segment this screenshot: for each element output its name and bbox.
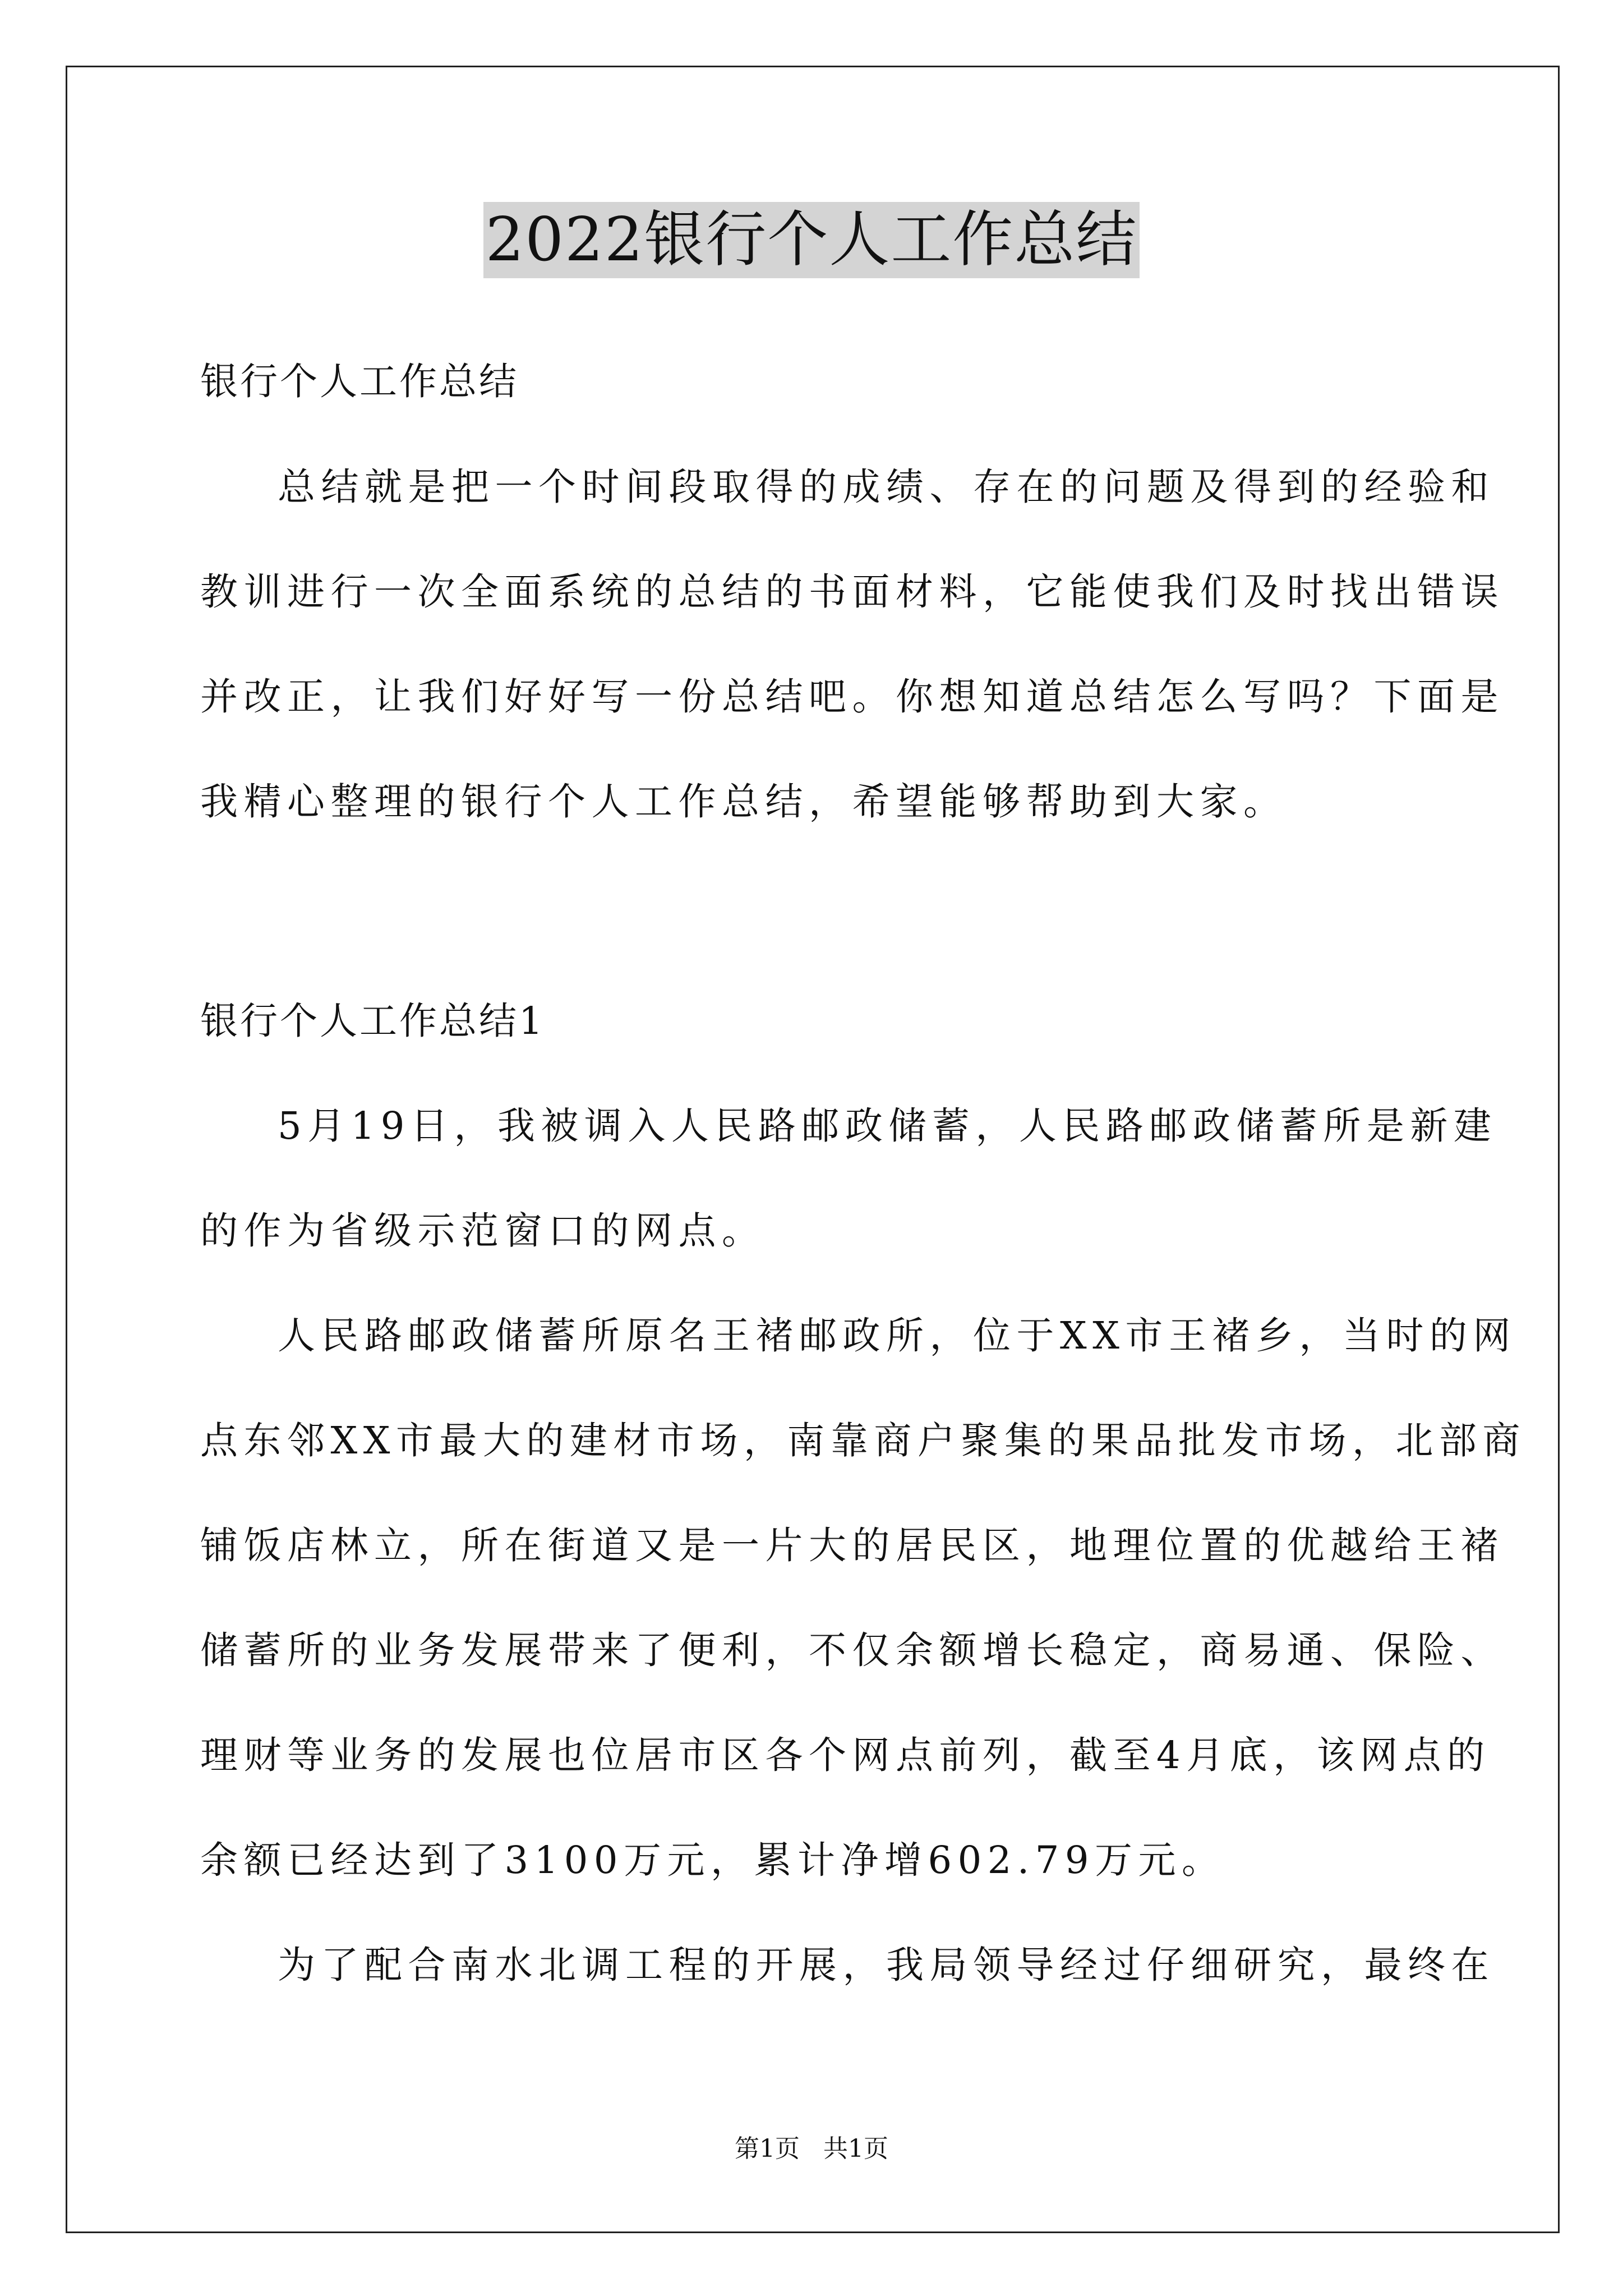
- paragraph-3-line: 为了配合南水北调工程的开展，我局领导经过仔细研究，最终在: [278, 1943, 1495, 1987]
- page-number-footer: 第1页 共1页: [735, 2134, 888, 2163]
- intro-heading: 银行个人工作总结: [200, 360, 519, 403]
- paragraph-2-line: 余额已经达到了3100万元，累计净增602.79万元。: [200, 1838, 1225, 1882]
- section-heading: 银行个人工作总结1: [200, 999, 545, 1043]
- paragraph-2-line: 理财等业务的发展也位居市区各个网点前列，截至4月底，该网点的: [200, 1733, 1491, 1777]
- paragraph-2-line: 人民路邮政储蓄所原名王褚邮政所，位于XX市王褚乡，当时的网: [278, 1314, 1516, 1358]
- paragraph-1-line: 5月19日，我被调入人民路邮政储蓄，人民路邮政储蓄所是新建: [278, 1104, 1497, 1148]
- paragraph-2-line: 储蓄所的业务发展带来了便利，不仅余额增长稳定，商易通、保险、: [200, 1628, 1504, 1672]
- paragraph-2-line: 铺饭店林立，所在街道又是一片大的居民区，地理位置的优越给王褚: [200, 1524, 1504, 1567]
- intro-paragraph-line: 总结就是把一个时间段取得的成绩、存在的问题及得到的经验和: [278, 465, 1495, 509]
- intro-paragraph-line: 我精心整理的银行个人工作总结，希望能够帮助到大家。: [200, 780, 1287, 823]
- intro-paragraph-line: 教训进行一次全面系统的总结的书面材料，它能使我们及时找出错误: [200, 570, 1504, 614]
- paragraph-1-line: 的作为省级示范窗口的网点。: [200, 1209, 766, 1253]
- document-title-text: 2022银行个人工作总结: [483, 202, 1140, 278]
- document-title: [0, 202, 1623, 278]
- intro-paragraph-line: 并改正，让我们好好写一份总结吧。你想知道总结怎么写吗？下面是: [200, 675, 1504, 719]
- paragraph-2-line: 点东邻XX市最大的建材市场，南靠商户聚集的果品批发市场，北部商: [200, 1419, 1526, 1462]
